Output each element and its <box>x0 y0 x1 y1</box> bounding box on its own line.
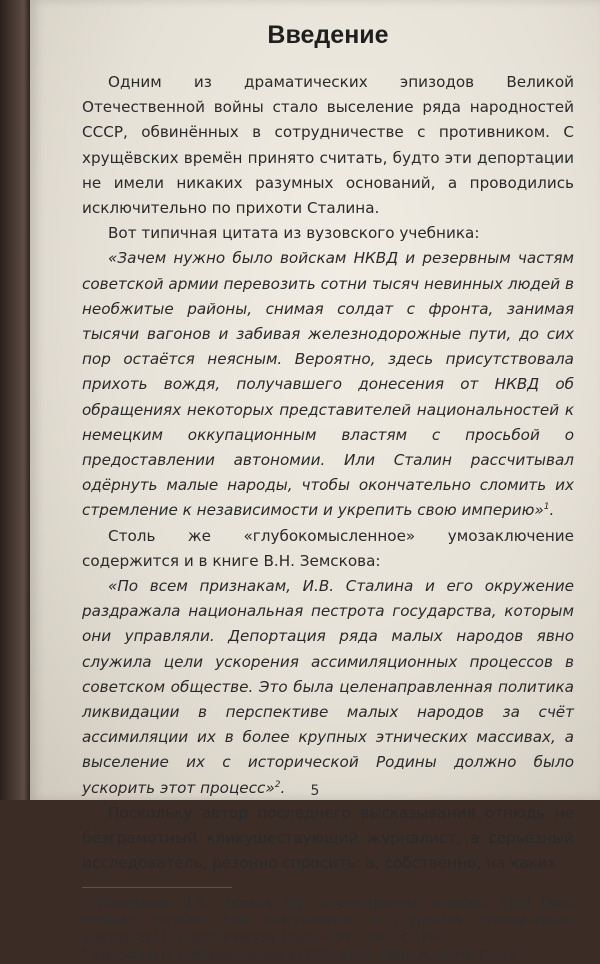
footnote-2 <box>82 946 574 964</box>
book-page <box>30 0 600 962</box>
footnote-ref-2: 2 <box>274 779 281 790</box>
chapter-title: Введение <box>267 21 389 49</box>
paragraph-1: Одним из драматических эпизодов Великой Отечественной войны стало выселение ряда народностей СССР, обвинённых в сотрудничестве с противником. С хрущёвских времён принято считать, будто эти депортации не имели никаких разумных оснований, а проводились исключительно по прихоти Сталина. <box>82 73 574 218</box>
paragraph-3: Столь же «глубокомысленное» умозаключение содержится и в книге В.Н. Земскова: <box>82 526 574 570</box>
quote-1-text: «Зачем нужно было войскам НКВД и резервным частям советской армии перевозить сотни тысяч невинных людей в необжитые районы, снимая солдат с фронта, занимая тысячи вагонов и забивая железнодорожные пути, до сих пор остаётся неясным. Вероятно, здесь присутствовала прихоть вождя, получавшего донесения от НКВД об обращениях некоторых представителей национальностей к немецким оккупационным властям с просьбой о предоставлении автономии. Или Сталин рассчитывал одёрнуть малые народы, чтобы окончательно сломить их стремление к независимости и укрепить свою империю» <box>82 249 574 520</box>
footnote-1-number: 1 <box>82 894 88 904</box>
footnote-2-text: Земсков В.Н. Спецпоселенцы в СССР, 1930–1960. М., 2003. С.107. <box>91 947 520 962</box>
paragraph-4: Поскольку автор последнего высказывания отнюдь не безграмотный кликушествующий журналист, а серьёзный исследователь, резонно спросить: а, собственно, на каких <box>82 803 574 873</box>
footnote-2-number: 2 <box>82 946 88 956</box>
page-content <box>82 18 574 964</box>
quote-2: «По всем признакам, И.В. Сталина и его окружение раздражала национальная пестрота государства, которым они управляли. Депортация ряда малых народов явно служила цели ускорения ассимиляционных процессов в советском обществе. Это была целенаправленная политика ликвидации в перспективе малых народов за счёт ассимиляции их в более крупных этнических массивах, а выселение их с исторической Родины должно было ускорить этот процесс»$^2$. <box>82 577 574 797</box>
footnote-1-text: Поливанов О.А., Рожков Б.Г. Отечественная история. 1917–1945. Учебное пособие для абитуриентов и студентов гуманитарных факультетов педагогических вузов. СПб., 1997. С.128. <box>82 894 574 945</box>
footnote-ref-1: 1 <box>543 502 550 513</box>
quote-2-text: «По всем признакам, И.В. Сталина и его окружение раздражала национальная пестрота государства, которым они управляли. Депортация ряда малых народов явно служила цели ускорения ассимиляционных процессов в советском обществе. Это была целенаправленная политика ликвидации в перспективе малых народов за счёт ассимиляции их в более крупных этнических массивах, а выселение их с исторической Родины должно было ускорить этот процесс» <box>82 577 574 797</box>
footnote-1 <box>82 894 574 947</box>
paragraph-2: Вот типичная цитата из вузовского учебника: <box>108 224 480 243</box>
footnote-divider <box>82 887 232 888</box>
page-number: 5 <box>310 783 320 799</box>
quote-1: «Зачем нужно было войскам НКВД и резервным частям советской армии перевозить сотни тысяч невинных людей в необжитые районы, снимая солдат с фронта, занимая тысячи вагонов и забивая железнодорожные пути, до сих пор остаётся неясным. Вероятно, здесь присутствовала прихоть вождя, получавшего донесения от НКВД об обращениях некоторых представителей национальностей к немецким оккупационным властям с просьбой о предоставлении автономии. Или Сталин рассчитывал одёрнуть малые народы, чтобы окончательно сломить их стремление к независимости и укрепить свою империю»$^1$. <box>82 249 574 520</box>
footnotes <box>82 894 574 964</box>
